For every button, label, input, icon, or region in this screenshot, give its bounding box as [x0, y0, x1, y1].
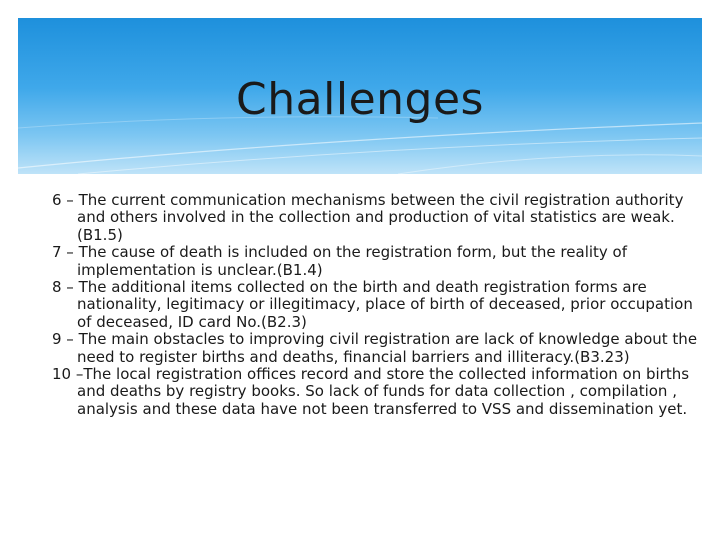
list-item: 10 –The local registration offices record and store the collected information on births and deaths by registry books. So lack of funds for data collection , compilation , analysis and these data have not been transferred to VSS and dissemination yet.: [52, 365, 690, 418]
list-item: 6 – The current communication mechanisms between the civil registration authority and others involved in the collection and production of vital statistics are weak. (B1.5): [52, 191, 684, 244]
list-item: 7 – The cause of death is included on the registration form, but the reality of implementation is unclear.(B1.4): [52, 243, 628, 279]
list-item: 9 – The main obstacles to improving civil registration are lack of knowledge about the need to register births and deaths, financial barriers and illiteracy.(B3.23): [52, 330, 698, 366]
list-item: 8 – The additional items collected on the birth and death registration forms are nationality, legitimacy or illegitimacy, place of birth of deceased, prior occupation of deceased, ID card No.(B2.3): [52, 278, 693, 331]
slide-title: Challenges: [236, 74, 484, 125]
challenges-list: [52, 192, 702, 418]
